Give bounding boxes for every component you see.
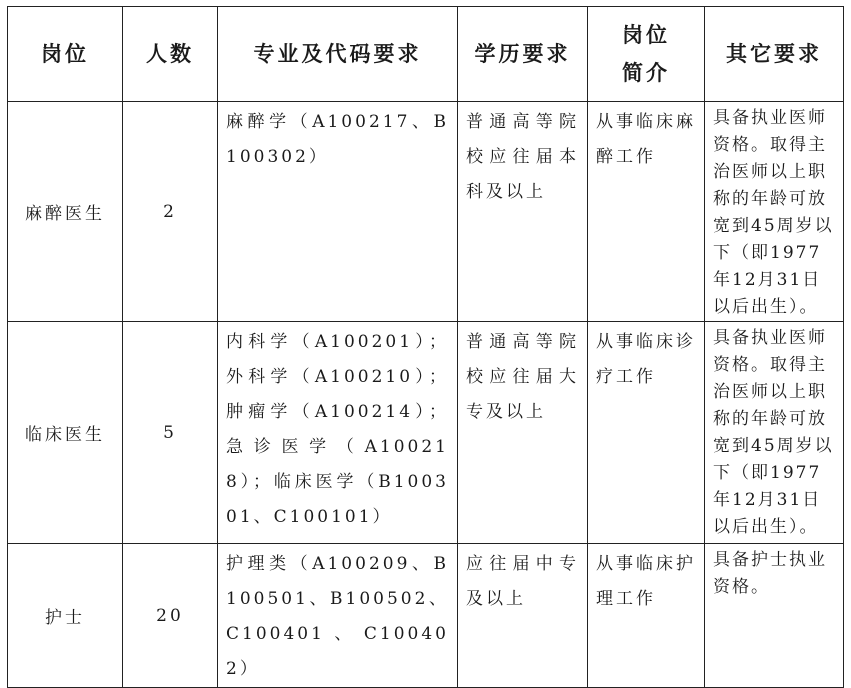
intro-text: 从事临床护理工作 (596, 554, 696, 609)
cell-education (458, 322, 588, 544)
cell-major (218, 544, 458, 688)
header-count: 人数 (123, 7, 218, 102)
cell-major (218, 102, 458, 322)
table-row (8, 102, 844, 322)
header-other: 其它要求 (705, 7, 844, 102)
cell-post: 麻醉医生 (8, 102, 123, 322)
major-text: 麻醉学（A100217、B100302） (226, 112, 449, 167)
cell-count: 20 (123, 544, 218, 688)
cell-major (218, 322, 458, 544)
cell-other (705, 544, 844, 688)
header-post: 岗位 (8, 7, 123, 102)
cell-post: 临床医生 (8, 322, 123, 544)
cell-intro (588, 544, 705, 688)
cell-count: 5 (123, 322, 218, 544)
education-text: 应往届中专及以上 (466, 554, 579, 609)
header-intro-line1: 岗位 (622, 23, 670, 47)
cell-education (458, 102, 588, 322)
table-row (8, 544, 844, 688)
other-text: 具备护士执业资格。 (713, 550, 827, 597)
cell-intro (588, 322, 705, 544)
major-text: 内科学（A100201）；外科学（A100210）；肿瘤学（A100214）；急诊医学（A100218）；临床医学（B100301、C100101） (226, 332, 449, 527)
header-intro (588, 7, 705, 102)
recruitment-table (7, 6, 844, 688)
intro-text: 从事临床麻醉工作 (596, 112, 696, 167)
intro-text: 从事临床诊疗工作 (596, 332, 696, 387)
table-row (8, 322, 844, 544)
header-intro-line2: 简介 (622, 61, 670, 85)
cell-other (705, 102, 844, 322)
cell-count: 2 (123, 102, 218, 322)
table-header-row (8, 7, 844, 102)
other-text: 具备执业医师资格。取得主治医师以上职称的年龄可放宽到45周岁以下（即1977年12月31日以后出生）。 (713, 328, 834, 537)
other-text: 具备执业医师资格。取得主治医师以上职称的年龄可放宽到45周岁以下（即1977年12月31日以后出生）。 (713, 108, 834, 317)
cell-post: 护士 (8, 544, 123, 688)
major-text: 护理类（A100209、B100501、B100502、C100401、C100402） (226, 554, 449, 679)
education-text: 普通高等院校应往届本科及以上 (466, 112, 579, 202)
cell-other (705, 322, 844, 544)
cell-intro (588, 102, 705, 322)
education-text: 普通高等院校应往届大专及以上 (466, 332, 579, 422)
header-education: 学历要求 (458, 7, 588, 102)
header-major: 专业及代码要求 (218, 7, 458, 102)
cell-education (458, 544, 588, 688)
